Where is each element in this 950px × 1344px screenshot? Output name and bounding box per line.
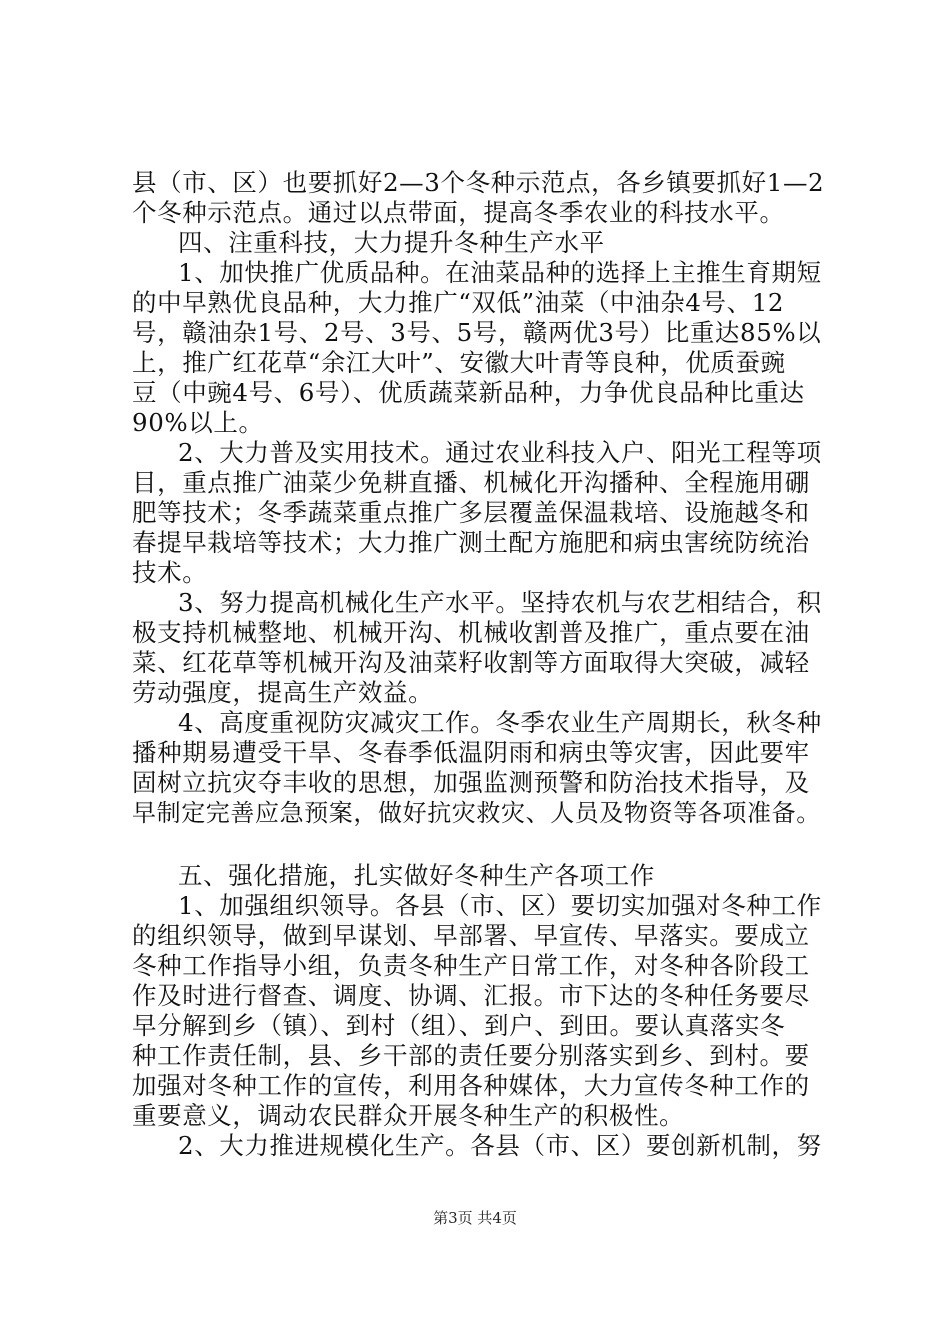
text-line: 豆（中豌4号、6号）、优质蔬菜新品种，力争优良品种比重达 [132,378,805,407]
text-line: 加强对冬种工作的宣传，利用各种媒体，大力宣传冬种工作的 [132,1071,810,1100]
text-line: 肥等技术；冬季蔬菜重点推广多层覆盖保温栽培、设施越冬和 [132,498,810,527]
text-line: 目，重点推广油菜少免耕直播、机械化开沟播种、全程施用硼 [132,468,810,497]
page-footer: 第3页 共4页 [433,1209,517,1227]
text-line: 播种期易遭受干旱、冬春季低温阴雨和病虫等灾害，因此要牢 [132,738,810,767]
text-line: 早制定完善应急预案，做好抗灾救灾、人员及物资等各项准备。 [132,799,821,827]
text-line: 极支持机械整地、机械开沟、机械收割普及推广，重点要在油 [132,618,810,647]
text-line: 早分解到乡（镇）、到村（组）、到户、到田。要认真落实冬 [132,1011,786,1040]
text-line: 冬种工作指导小组，负责冬种生产日常工作，对冬种各阶段工 [132,951,810,980]
text-line: 的中早熟优良品种，大力推广“双低”油菜（中油杂4号、12 [132,288,785,317]
section-heading: 五、强化措施，扎实做好冬种生产各项工作 [178,861,655,890]
text-line: 春提早栽培等技术；大力推广测土配方施肥和病虫害统防统治 [132,528,810,557]
text-line: 技术。 [132,558,208,587]
text-line: 县（市、区）也要抓好2—3个冬种示范点，各乡镇要抓好1—2 [132,168,825,197]
text-line: 固树立抗灾夺丰收的思想，加强监测预警和防治技术指导，及 [132,768,810,797]
text-line: 2、大力推进规模化生产。各县（市、区）要创新机制，努 [178,1131,822,1160]
text-line: 3、努力提高机械化生产水平。坚持农机与农艺相结合，积 [178,588,822,617]
text-line: 劳动强度，提高生产效益。 [132,678,434,707]
text-line: 90%以上。 [132,408,264,437]
text-line: 号，赣油杂1号、2号、3号、5号，赣两优3号）比重达85%以 [132,318,822,347]
text-line: 重要意义，调动农民群众开展冬种生产的积极性。 [132,1101,685,1130]
text-line: 上，推广红花草“余江大叶”、安徽大叶青等良种，优质蚕豌 [132,348,786,377]
section-heading: 四、注重科技，大力提升冬种生产水平 [178,228,605,257]
text-line: 1、加快推广优质品种。在油菜品种的选择上主推生育期短 [178,258,822,287]
text-line: 的组织领导，做到早谋划、早部署、早宣传、早落实。要成立 [132,921,810,950]
text-line: 2、大力普及实用技术。通过农业科技入户、阳光工程等项 [178,438,822,467]
text-line: 作及时进行督查、调度、协调、汇报。市下达的冬种任务要尽 [132,981,810,1010]
text-line: 4、高度重视防灾减灾工作。冬季农业生产周期长，秋冬种 [178,708,822,737]
text-line: 种工作责任制，县、乡干部的责任要分别落实到乡、到村。要 [132,1041,810,1070]
text-line: 个冬种示范点。通过以点带面，提高冬季农业的科技水平。 [132,198,785,227]
text-line: 菜、红花草等机械开沟及油菜籽收割等方面取得大突破，减轻 [132,648,810,677]
document-body [132,168,832,1161]
paragraph-gap [132,828,832,861]
text-line: 1、加强组织领导。各县（市、区）要切实加强对冬种工作 [178,891,822,920]
